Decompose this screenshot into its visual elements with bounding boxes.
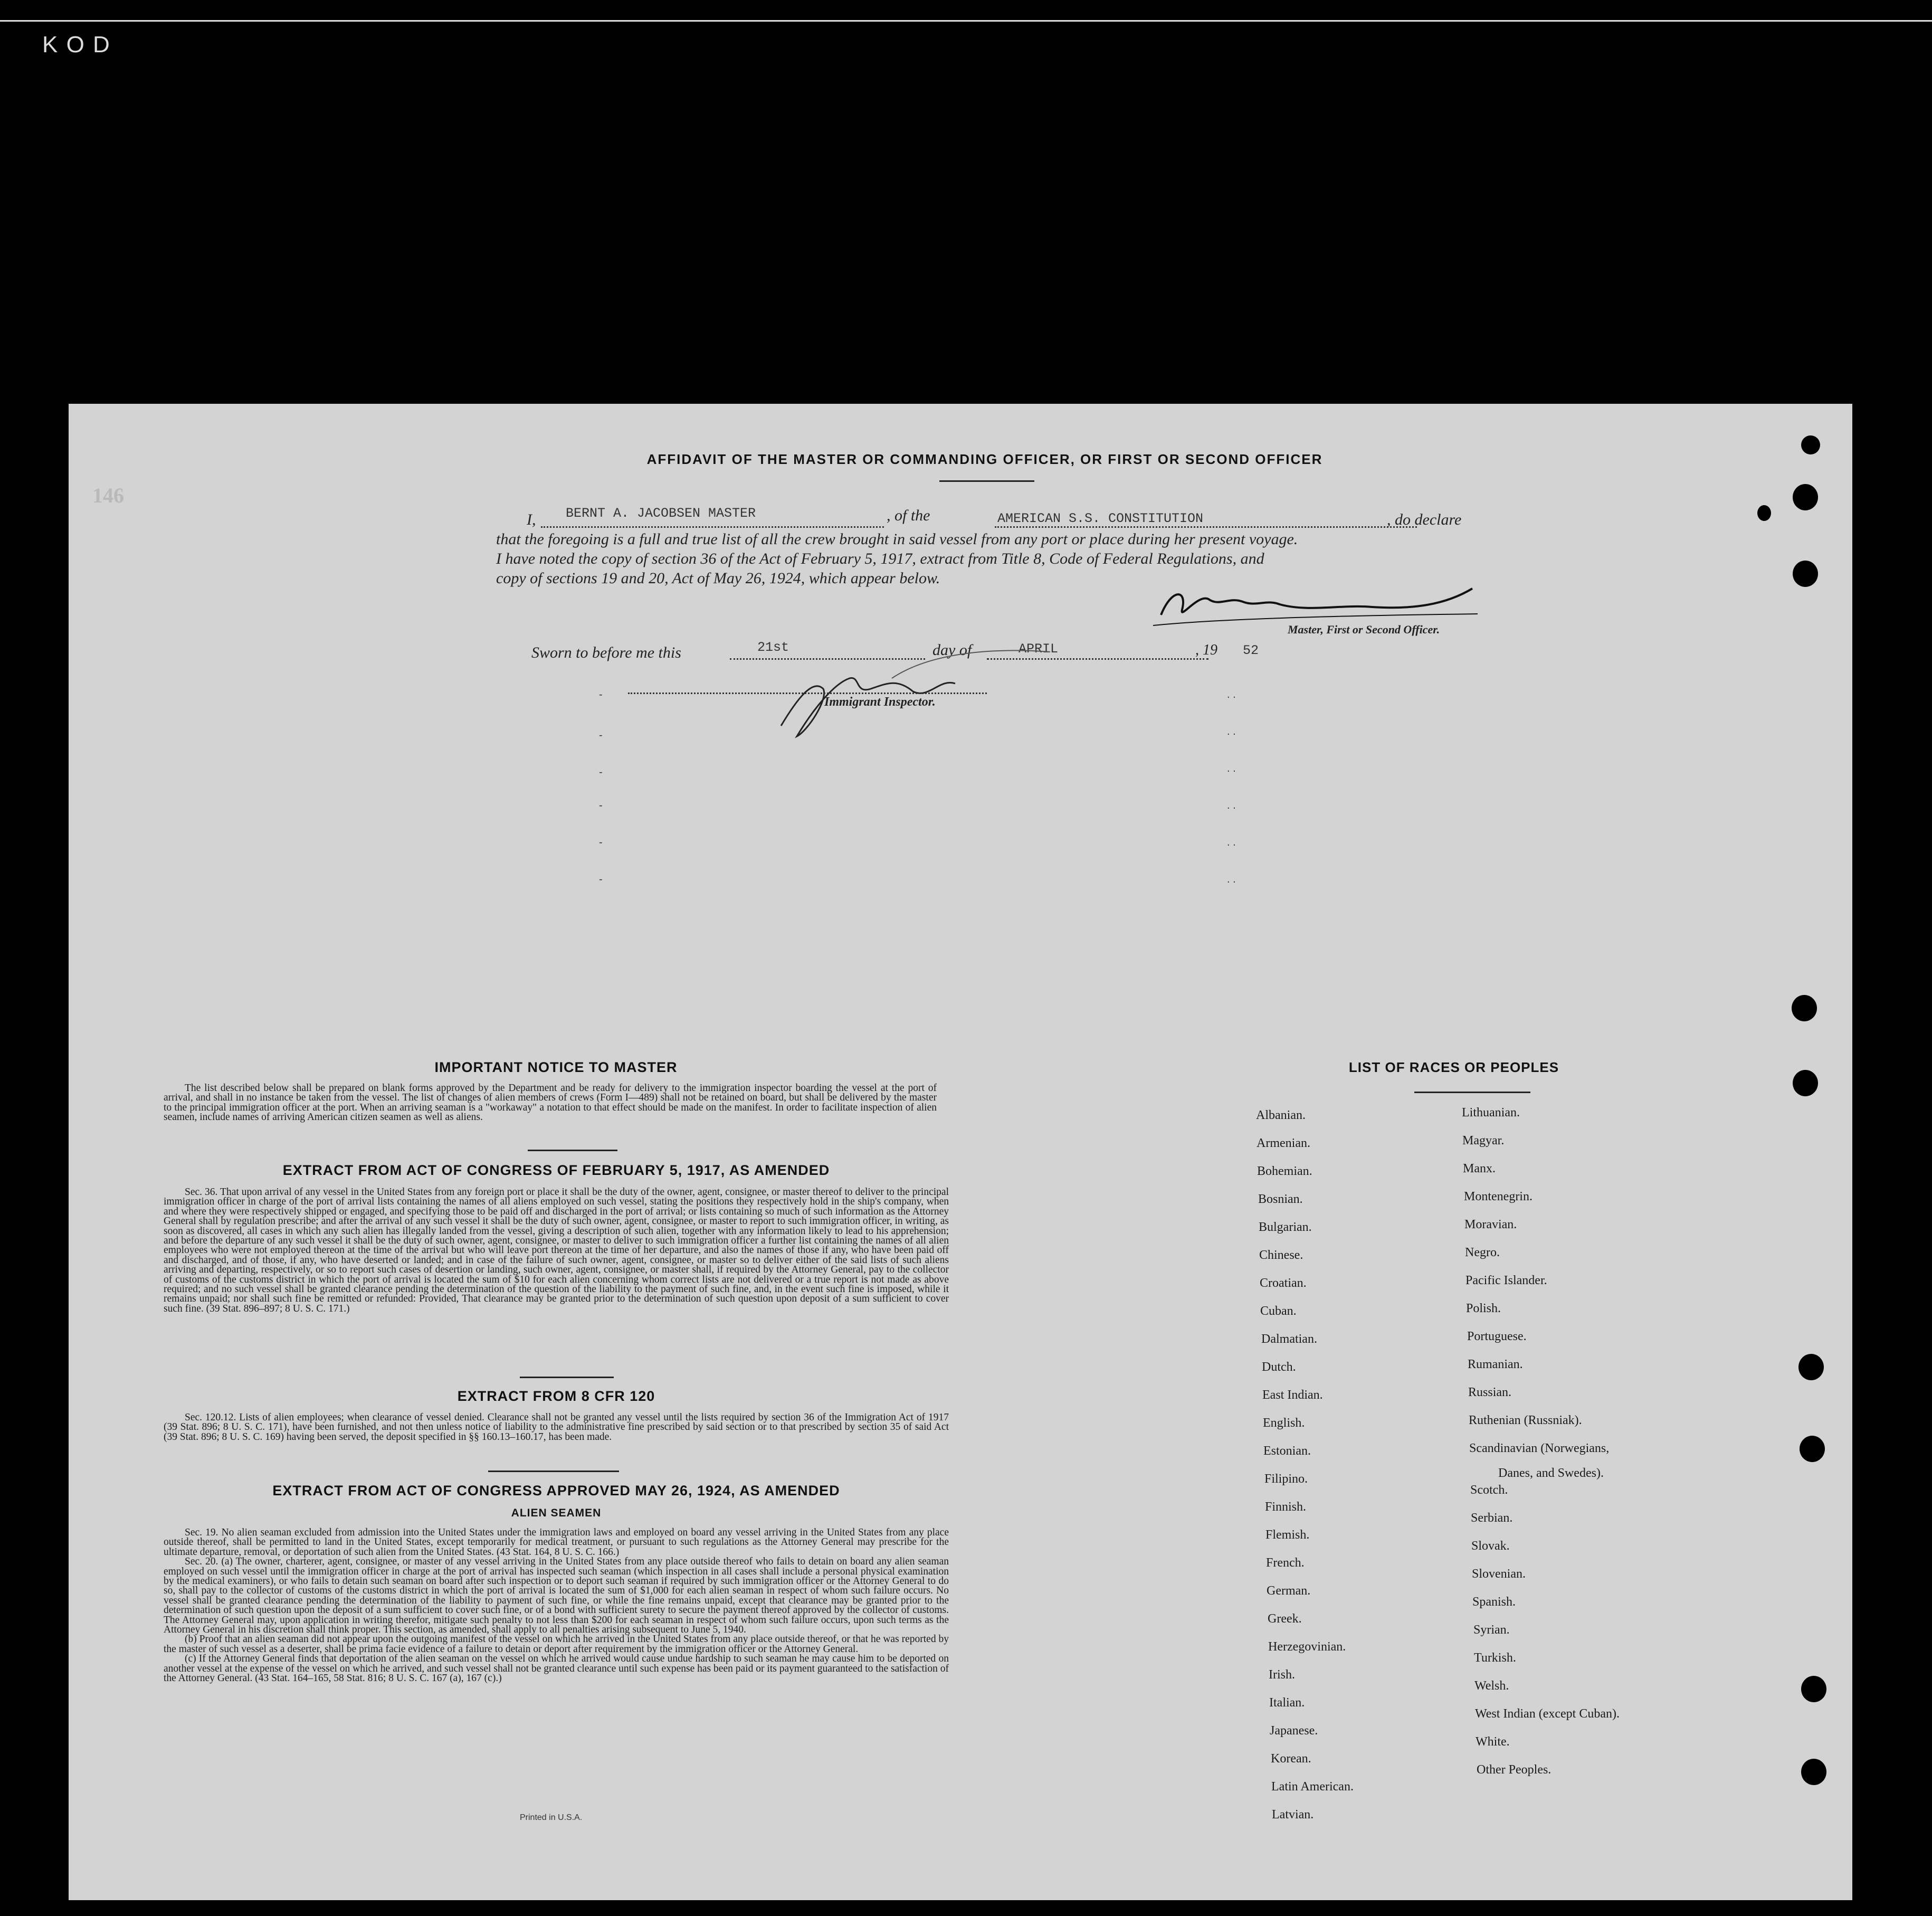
inspector-caption: Immigrant Inspector. — [824, 695, 936, 709]
punch-hole — [1793, 1070, 1818, 1096]
signature-caption: Master, First or Second Officer. — [1288, 623, 1440, 636]
tick-mark: . . — [1227, 726, 1236, 737]
race-item: Latin American. — [1271, 1780, 1354, 1794]
extract-cfr-paragraph: Sec. 120.12. Lists of alien employees; when clearance of vessel denied. Clearance shall not be granted any vessel until the lists required by section 36 of the Immigration Act of 1917 (39 Stat. 896; 8 U. S. C. 171), have been furnished, and not then unless notice of liability to the administrative fine prescribed by said section or to that prescribed by section 35 of said Act (39 Stat. 896; 8 U. S. C. 169) having been served, the deposit specified in §§ 160.13–160.17, has been made. — [164, 1412, 949, 1443]
inspector-dotted-line — [628, 693, 987, 694]
tick-mark: - — [599, 874, 603, 885]
race-item: Dutch. — [1262, 1360, 1296, 1374]
day-of-label: day of — [932, 641, 972, 659]
race-item: Herzegovinian. — [1268, 1640, 1346, 1654]
notice-title: IMPORTANT NOTICE TO MASTER — [434, 1059, 678, 1075]
race-item: Latvian. — [1272, 1808, 1314, 1822]
extract-cfr-title: EXTRACT FROM 8 CFR 120 — [457, 1388, 655, 1404]
extract-1917-title: EXTRACT FROM ACT OF CONGRESS OF FEBRUARY 5, 1917, AS AMENDED — [282, 1162, 830, 1178]
affidavit-line-3: I have noted the copy of section 36 of the Act of February 5, 1917, extract from Title 8, Code of Federal Regulations, and — [496, 550, 1264, 567]
punch-hole — [1798, 1354, 1824, 1380]
race-item: Bohemian. — [1257, 1164, 1312, 1178]
notice-text — [164, 1084, 937, 1123]
vessel-dotted-line — [995, 526, 1417, 528]
i-label: I, — [527, 511, 536, 528]
tick-mark: - — [599, 837, 603, 848]
race-item: Dalmatian. — [1261, 1332, 1317, 1346]
notice-paragraph: The list described below shall be prepared on blank forms approved by the Department and be ready for delivery to the immigration inspector boarding the vessel at the port of arrival, and shall in no instance be taken from the vessel. The list of changes of alien members of crews (Form I—489) shall not be retained on board, but shall be delivered by the master to the principal immigration officer at the port. When an arriving seaman is a "workaway" a notation to that effect should be made on the manifest. In order to facilitate inspection of alien seamen, include names of arriving American citizen seamen as well as aliens. — [164, 1083, 937, 1123]
race-item: Bosnian. — [1258, 1192, 1303, 1206]
top-frame-line — [0, 20, 1932, 22]
extract-1924-text — [164, 1528, 949, 1684]
title-rule — [939, 480, 1034, 482]
punch-hole — [1801, 1759, 1826, 1785]
race-item: Manx. — [1463, 1162, 1496, 1175]
of-the-label: , of the — [887, 507, 930, 524]
race-item: Rumanian. — [1468, 1358, 1523, 1371]
affidavit-title: AFFIDAVIT OF THE MASTER OR COMMANDING OFFICER, OR FIRST OR SECOND OFFICER — [646, 451, 1323, 467]
punch-hole — [1801, 435, 1820, 454]
race-item: Ruthenian (Russniak). — [1469, 1414, 1582, 1427]
document-page — [69, 404, 1852, 1900]
race-item: Lithuanian. — [1462, 1106, 1520, 1120]
race-item: English. — [1263, 1416, 1305, 1430]
race-item: Magyar. — [1462, 1134, 1505, 1147]
race-item: Slovenian. — [1472, 1567, 1526, 1581]
year-suffix: 52 — [1243, 643, 1259, 658]
race-item: Bulgarian. — [1259, 1220, 1312, 1234]
race-item: Portuguese. — [1467, 1330, 1527, 1343]
punch-hole — [1792, 995, 1817, 1021]
race-item: Moravian. — [1464, 1218, 1517, 1231]
section-19-paragraph: Sec. 19. No alien seaman excluded from admission into the United States under the immigration laws and employed on board any vessel arriving in the United States from any place outside thereof, shall be permitted to land in the United States, except temporarily for medical treatment, or pursuant to such regulations as the Attorney General may prescribe for the ultimate departure, removal, or deportation of such alien from the United States. (43 Stat. 164, 8 U. S. C. 166.) — [164, 1527, 949, 1558]
race-item: Chinese. — [1259, 1248, 1303, 1262]
race-item: Scotch. — [1470, 1483, 1508, 1497]
race-item: Armenian. — [1257, 1136, 1310, 1150]
tick-mark: . . — [1227, 874, 1236, 885]
race-item: Spanish. — [1472, 1595, 1516, 1609]
race-item: Irish. — [1269, 1668, 1295, 1682]
alien-seamen-subtitle: ALIEN SEAMEN — [511, 1507, 602, 1519]
race-item: White. — [1476, 1735, 1510, 1749]
extract-1917-paragraph: Sec. 36. That upon arrival of any vessel in the United States from any foreign port or place it shall be the duty of the owner, agent, consignee, or master thereof to deliver to the principal immigration officer in charge of the port of arrival lists containing the names of all aliens employed on such vessel, stating the positions they respectively hold in the ship's company, when and where they were respectively shipped or engaged, and specifying those to be paid off and discharged in the port of arrival; or lists containing so much of such information as the Attorney General shall by regulation prescribe; and after the arrival of any such vessel it shall be the duty of such owner, agent, consignee, or master to report to such immigration officer, in writing, as soon as discovered, all cases in which any such alien has illegally landed from the vessel, giving a description of such alien, together with any information likely to lead to his apprehension; and before the departure of any such vessel it shall be the duty of such owner, agent, consignee, or master to deliver to such immigration officer a further list containing the names of all alien employees who were not employed thereon at the time of the arrival but who will leave port thereon at the time of her departure, and also the names of those if any, who have been paid off and discharged, and of those, if any, who have deserted or landed; and in case of the failure of such owner, agent, consignee, or master so to deliver either of the said lists of such aliens arriving and departing, respectively, or so to report such cases of desertion or landing, such owner, agent, consignee, or master shall, if required by the Attorney General, pay to the collector of customs of the customs district in which the port of arrival is located the sum of $10 for each alien concerning whom correct lists are not delivered or a true report is not made as above required; and no such vessel shall be granted clearance pending the determination of the question of the liability to the payment of such fine, and, in the event such fine is imposed, while it remains unpaid; nor shall such fine be remitted or refunded: Provided, That clearance may be granted prior to the determination of such question upon deposit of a sum sufficient to cover such fine. (39 Stat. 896–897; 8 U. S. C. 171.) — [164, 1187, 949, 1314]
punch-hole — [1757, 505, 1771, 521]
tick-mark: . . — [1227, 763, 1236, 774]
race-item: Pacific Islander. — [1465, 1274, 1547, 1287]
name-dotted-line — [541, 526, 884, 528]
race-scandinavian-continuation: Danes, and Swedes). — [1498, 1466, 1604, 1480]
do-declare-label: , do declare — [1387, 511, 1462, 528]
extract-1917-rule — [520, 1377, 614, 1378]
punch-hole — [1800, 1436, 1825, 1462]
sworn-day: 21st — [757, 640, 789, 655]
printed-in-usa: Printed in U.S.A. — [520, 1813, 583, 1822]
race-item: Welsh. — [1474, 1679, 1509, 1693]
race-item: West Indian (except Cuban). — [1475, 1707, 1620, 1721]
sworn-label: Sworn to before me this — [531, 644, 681, 661]
tick-mark: . . — [1227, 837, 1236, 848]
race-item: Filipino. — [1264, 1472, 1308, 1486]
section-20b-paragraph: (b) Proof that an alien seaman did not appear upon the outgoing manifest of the vessel on which he arrived in the United States from any place outside thereof, or that he was reported by the master of such vessel as a deserter, shall be prima facie evidence of a failure to detain or deport after requirement by the immigration officer or the Attorney General. — [164, 1634, 949, 1655]
race-item: Croatian. — [1260, 1276, 1307, 1290]
extract-1917-text — [164, 1188, 949, 1314]
race-item: Montenegrin. — [1464, 1190, 1533, 1203]
inspector-signature — [765, 647, 1061, 742]
vessel-name: AMERICAN S.S. CONSTITUTION — [997, 511, 1204, 526]
tick-mark: . . — [1227, 689, 1236, 700]
tick-mark: - — [599, 729, 603, 741]
races-rule — [1414, 1092, 1530, 1093]
race-item: Slovak. — [1471, 1539, 1510, 1553]
extract-1924-title: EXTRACT FROM ACT OF CONGRESS APPROVED MAY 26, 1924, AS AMENDED — [272, 1483, 840, 1498]
tick-mark: - — [599, 800, 603, 811]
master-name: BERNT A. JACOBSEN MASTER — [566, 506, 756, 521]
race-item: Turkish. — [1474, 1651, 1516, 1665]
punch-hole — [1793, 484, 1818, 510]
race-item: Albanian. — [1256, 1108, 1306, 1122]
race-item: Korean. — [1271, 1752, 1311, 1766]
race-item: Polish. — [1466, 1302, 1501, 1315]
tick-mark: - — [599, 689, 603, 700]
race-item: Serbian. — [1471, 1511, 1513, 1525]
sworn-month: APRIL — [1019, 641, 1059, 657]
section-20c-paragraph: (c) If the Attorney General finds that deportation of the alien seaman on the vessel on which he arrived would cause undue hardship to such seaman he may cause him to be deported on another vessel at the expense of the vessel on which he arrived, and such vessel shall not be granted clearance until such expense has been paid or its payment guaranteed to the satisfaction of the Attorney General. (43 Stat. 164–165, 58 Stat. 816; 8 U. S. C. 167 (a), 167 (c).) — [164, 1653, 949, 1684]
race-item: Other Peoples. — [1477, 1763, 1552, 1777]
races-title: LIST OF RACES OR PEOPLES — [1348, 1059, 1559, 1075]
race-item: Finnish. — [1265, 1500, 1307, 1514]
tick-mark: . . — [1227, 800, 1236, 811]
section-20a-paragraph: Sec. 20. (a) The owner, charterer, agent, consignee, or master of any vessel arriving in the United States from any place outside thereof who fails to detain on board any alien seaman employed on such vessel until the immigration officer in charge at the port of arrival has inspected such seaman (which inspection in all cases shall include a personal physical examination by the medical examiners), or who fails to detain such seaman on board after such inspection or to deport such seaman if required by such immigration officer or the Attorney General to do so, shall pay to the collector of customs of the customs district in which the port of arrival is located the sum of $1,000 for each alien seaman in respect of whom such failure occurs. No vessel shall be granted clearance pending the determination of the liability to payment of such fine, or while the fine remains unpaid, except that clearance may be granted prior to the determination of such question upon the deposit of a sum sufficient to cover such fine, or of a bond with sufficient surety to secure the payment thereof approved by the collector of customs. The Attorney General may, upon application in writing therefor, mitigate such penalty to not less than $200 for each seaman in respect of whom such failure occurs, upon such terms as the Attorney General in his discretion shall think proper. This section, as amended, shall apply to all penalties arising subsequent to June 5, 1940. — [164, 1556, 949, 1636]
race-item: Cuban. — [1260, 1304, 1297, 1318]
race-item: Negro. — [1465, 1246, 1500, 1259]
affidavit-line-4: copy of sections 19 and 20, Act of May 26, 1924, which appear below. — [496, 570, 940, 587]
notice-rule — [528, 1150, 617, 1151]
extract-cfr-rule — [488, 1471, 619, 1472]
year-prefix: , 19 — [1195, 642, 1217, 658]
race-item: East Indian. — [1262, 1388, 1323, 1402]
extract-cfr-text — [164, 1413, 949, 1442]
race-item: Italian. — [1269, 1696, 1305, 1710]
race-item: Syrian. — [1473, 1623, 1510, 1637]
tick-mark: - — [599, 766, 603, 778]
race-item: Japanese. — [1270, 1724, 1318, 1738]
faint-page-number: 146 — [92, 483, 124, 507]
race-item: Greek. — [1268, 1612, 1302, 1626]
race-item: Russian. — [1468, 1386, 1512, 1399]
race-item: Scandinavian (Norwegians, — [1469, 1441, 1610, 1455]
punch-hole — [1793, 561, 1818, 587]
race-item: German. — [1267, 1584, 1311, 1598]
race-item: French. — [1266, 1556, 1305, 1570]
frame-mark: K O D — [42, 32, 111, 58]
affidavit-line-2: that the foregoing is a full and true list of all the crew brought in said vessel from any port or place during her present voyage. — [496, 530, 1298, 548]
race-item: Estonian. — [1263, 1444, 1311, 1458]
race-item: Flemish. — [1265, 1528, 1310, 1542]
punch-hole — [1801, 1676, 1826, 1702]
